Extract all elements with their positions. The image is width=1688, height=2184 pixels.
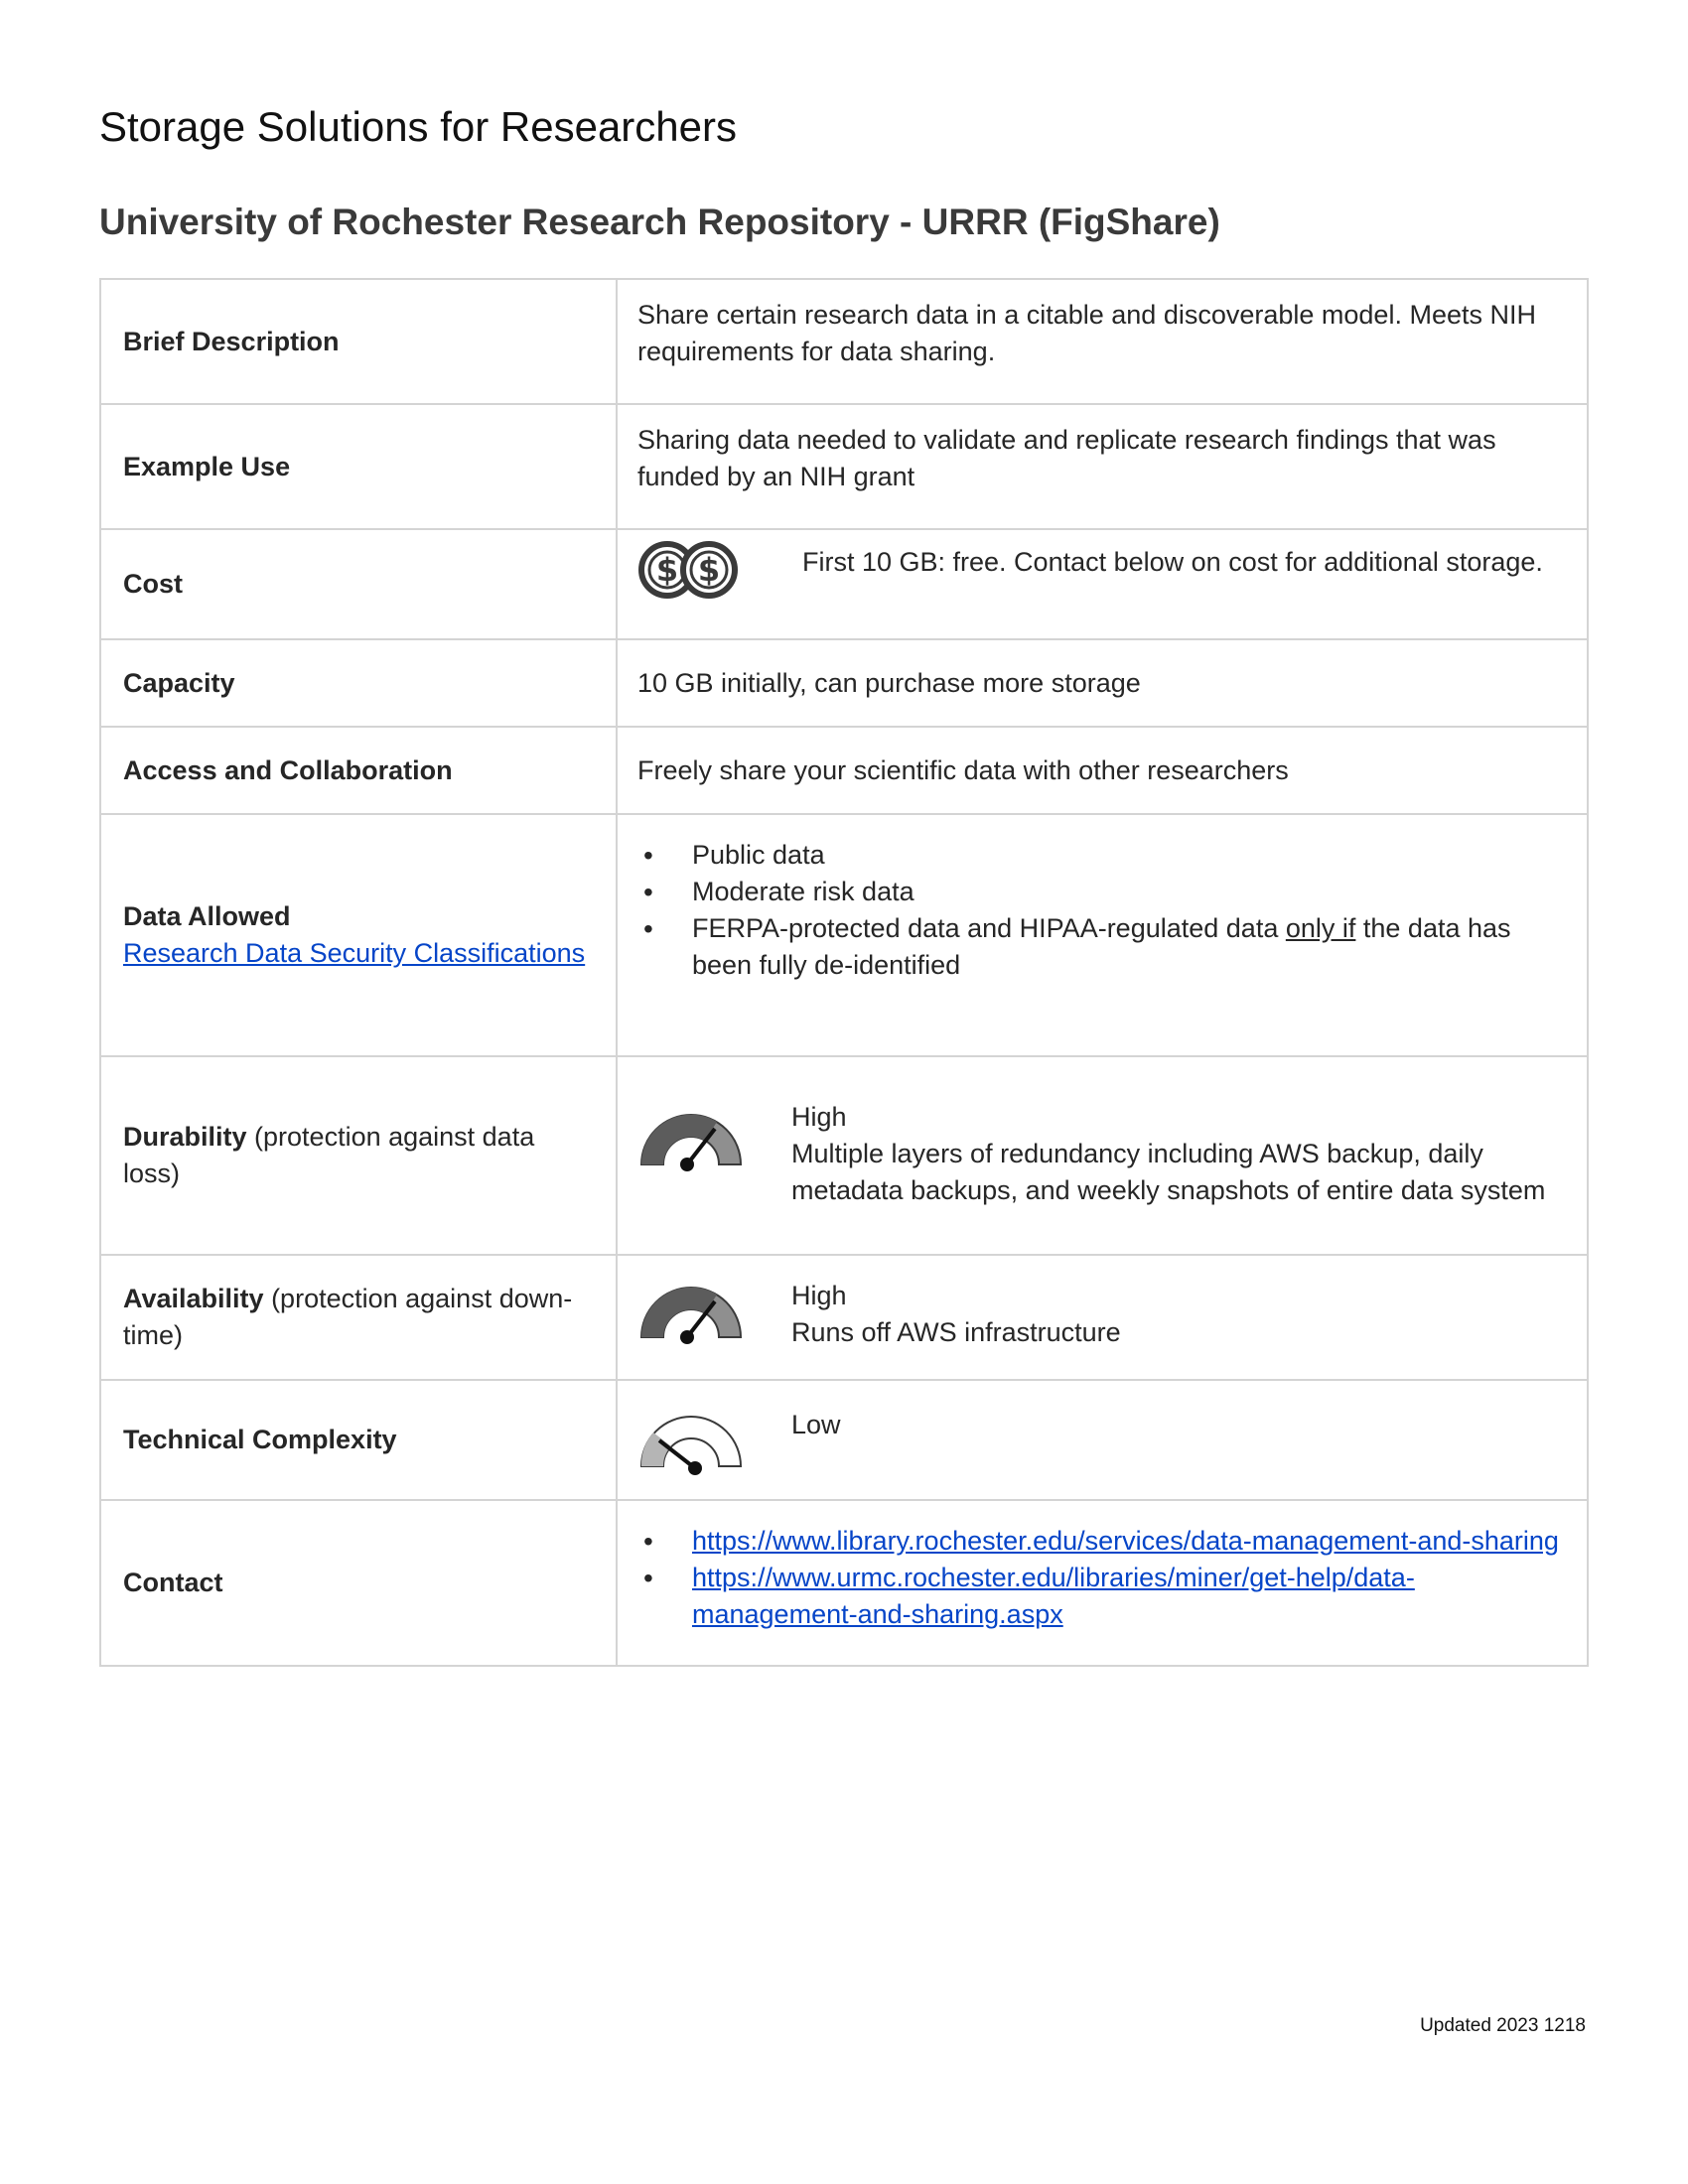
brief-description-label: Brief Description (100, 279, 617, 404)
example-use-label: Example Use (100, 404, 617, 529)
section-title: University of Rochester Research Repository - URRR (FigShare) (99, 202, 1220, 242)
availability-level: High (791, 1281, 847, 1310)
contact-links-list (637, 1523, 1575, 1633)
brief-description-text (617, 279, 1588, 404)
availability-cell (617, 1255, 1588, 1380)
availability-label: Availability (protection against down-time) (100, 1255, 617, 1380)
data-allowed-cell (100, 814, 617, 1056)
cost-label: Cost (100, 529, 617, 639)
example-use-value: Sharing data needed to validate and replicate research findings that was funded by an NIH grant (637, 425, 1496, 491)
durability-level: High (791, 1102, 847, 1132)
durability-label: Durability (protection against data loss) (100, 1056, 617, 1255)
row-availability (100, 1255, 1588, 1380)
data-allowed-list-cell (617, 814, 1588, 1056)
row-cost (100, 529, 1588, 639)
urmc-data-management-link[interactable]: https://www.urmc.rochester.edu/libraries/miner/get-help/data-management-and-sharing.aspx (692, 1563, 1415, 1629)
technical-complexity-level: Low (791, 1410, 841, 1439)
gauge-high-icon (637, 1278, 791, 1357)
list-item: • Public data (637, 837, 1567, 874)
list-item (637, 1523, 1575, 1560)
list-item: • FERPA-protected data and HIPAA-regulated data only if the data has been fully de-identified (637, 910, 1567, 984)
row-capacity (100, 639, 1588, 727)
row-durability (100, 1056, 1588, 1255)
list-item (637, 1560, 1575, 1633)
cost-text: First 10 GB: free. Contact below on cost for additional storage. (802, 546, 1543, 577)
contact-label: Contact (100, 1500, 617, 1666)
storage-info-table (99, 278, 1589, 1667)
technical-complexity-cell (617, 1380, 1588, 1500)
durability-text (791, 1099, 1567, 1209)
brief-description-value: Share certain research data in a citable and discoverable model. Meets NIH requirements for data sharing. (637, 300, 1536, 366)
svg-text:$: $ (655, 550, 679, 589)
row-example-use (100, 404, 1588, 529)
library-data-management-link[interactable]: https://www.library.rochester.edu/services/data-management-and-sharing (692, 1526, 1559, 1556)
double-dollar-icon (637, 540, 802, 610)
capacity-label: Capacity (100, 639, 617, 727)
availability-detail: Runs off AWS infrastructure (791, 1317, 1121, 1347)
data-allowed-list (637, 837, 1567, 984)
svg-text:$: $ (697, 550, 721, 589)
gauge-high-icon (637, 1099, 791, 1184)
availability-text (791, 1278, 1121, 1351)
example-use-text (617, 404, 1588, 529)
row-access (100, 727, 1588, 814)
row-technical-complexity (100, 1380, 1588, 1500)
access-text: Freely share your scientific data with other researchers (617, 727, 1588, 814)
cost-cell (617, 529, 1588, 639)
row-data-allowed (100, 814, 1588, 1056)
data-allowed-label: Data Allowed (123, 901, 291, 931)
list-item: • Moderate risk data (637, 874, 1567, 910)
access-label: Access and Collaboration (100, 727, 617, 814)
contact-cell (617, 1500, 1588, 1666)
row-brief-description (100, 279, 1588, 404)
gauge-low-icon (637, 1407, 791, 1486)
row-contact (100, 1500, 1588, 1666)
capacity-text: 10 GB initially, can purchase more storage (617, 639, 1588, 727)
updated-date: Updated 2023 1218 (1420, 2015, 1586, 2036)
durability-cell (617, 1056, 1588, 1255)
only-if-underline: only if (1285, 913, 1356, 943)
page-title: Storage Solutions for Researchers (99, 103, 737, 150)
security-classifications-link[interactable]: Research Data Security Classifications (123, 938, 586, 968)
technical-complexity-label: Technical Complexity (100, 1380, 617, 1500)
durability-detail: Multiple layers of redundancy including AWS backup, daily metadata backups, and weekly snapshots of entire data system (791, 1139, 1546, 1205)
